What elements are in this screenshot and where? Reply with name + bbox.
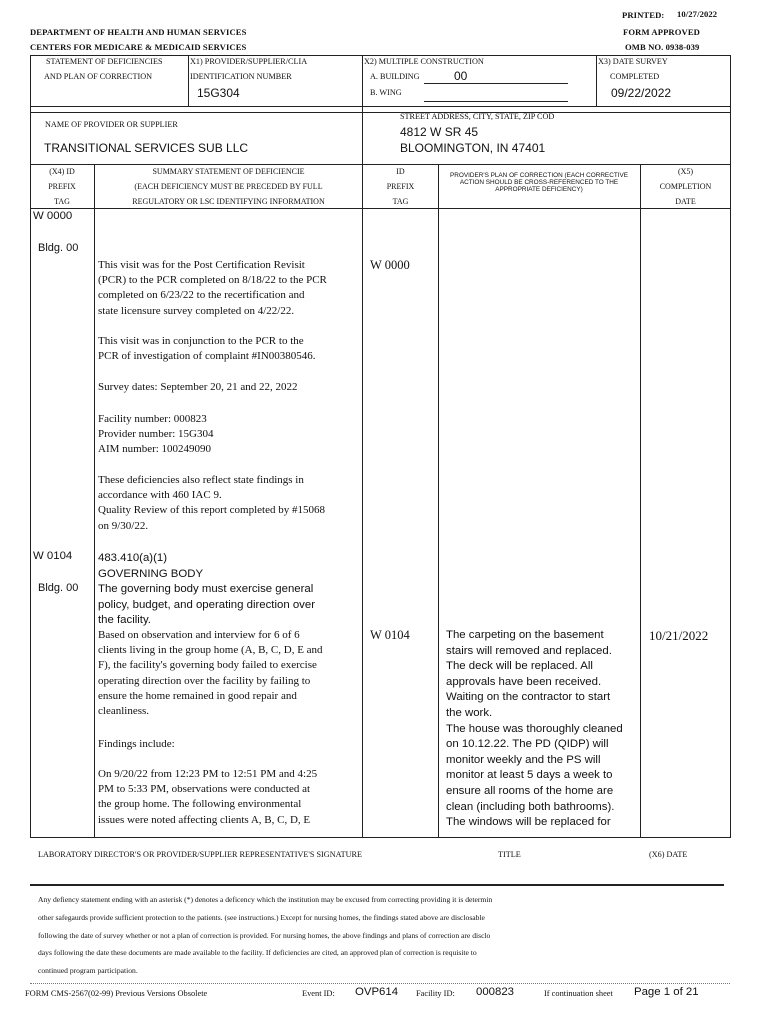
observation-paragraph: Based on observation and interview for 6 of 6 clients living in the group home (A, B, C, D, E and F), the facility's governing body failed to exercise operating direction over the facility by failing to ensure the home remained in good repair and cleanliness. — [98, 629, 323, 718]
x1-label-2: IDENTIFICATION NUMBER — [190, 72, 292, 81]
columns-header-bottom — [30, 208, 731, 209]
regulation-text: 483.410(a)(1) GOVERNING BODY The governing body must exercise general policy, budget, and operating direction over the facility. — [98, 552, 315, 627]
footer-dotted-rule — [30, 983, 730, 984]
signature-label: LABORATORY DIRECTOR'S OR PROVIDER/SUPPLIER REPRESENTATIVE'S SIGNATURE — [38, 850, 362, 859]
wing-label: B. WING — [370, 88, 402, 97]
row2-border-b — [30, 112, 731, 113]
x5-header-2: COMPLETION — [659, 182, 712, 191]
facility-id-value: 000823 — [476, 986, 515, 998]
body-bottom-border — [30, 837, 731, 838]
col-right-border — [730, 164, 731, 838]
signature-bottom-rule — [30, 884, 724, 886]
x2-label: X2) MULTIPLE CONSTRUCTION — [364, 57, 484, 66]
id-header-1: ID — [396, 167, 405, 176]
statement-label-1: STATEMENT OF DEFICIENCIES — [46, 57, 163, 66]
tag-w0104: W 0104 — [33, 550, 73, 562]
disclaimer-line-2: other safegaurds provide sufficient protection to the patients. (see instructions.) Except for nursing homes, the findings stated above are disclosable — [38, 912, 485, 922]
summary-header-2: (EACH DEFICIENCY MUST BE PRECEDED BY FULL — [134, 182, 323, 191]
top-border — [30, 55, 731, 56]
title-label: TITLE — [498, 850, 521, 859]
visit-paragraph: This visit was for the Post Certification Revisit (PCR) to the PCR completed on 8/18/22 to the PCR completed on 6/23/22 to the recertification and state licensure survey completed on 4/22/22. — [98, 259, 327, 317]
provider-name-label: NAME OF PROVIDER OR SUPPLIER — [45, 120, 178, 129]
col-x4-divider — [94, 164, 95, 838]
x5-header-1: (X5) — [677, 167, 694, 176]
observation-details-paragraph: On 9/20/22 from 12:23 PM to 12:51 PM and 4:25 PM to 5:33 PM, observations were conducted at the group home. The following environmental issues were noted affecting clients A, B, C, D, E — [98, 768, 318, 826]
x4-header-3: TAG — [54, 197, 70, 206]
department-title: DEPARTMENT OF HEALTH AND HUMAN SERVICES — [30, 27, 247, 37]
x3-divider — [596, 55, 597, 106]
address-label: STREET ADDRESS, CITY, STATE, ZIP COD — [400, 112, 555, 121]
plan-of-correction-text: The carpeting on the basement stairs will removed and replaced. The deck will be replaced. All approvals have been received. Waiting on the contractor to start the work. The house was thoroughly cleaned on 10.12.22. The PD (QIDP) will monitor weekly and the PS will monitor at least 5 days a week to ensure all rooms of the home are clean (including both bathrooms). The windows will be replaced for — [446, 629, 623, 829]
printed-date: 10/27/2022 — [677, 9, 718, 19]
disclaimer-line-3: following the date of survey whether or not a plan of correction is provided. For nursing homes, the above findings and plans of correction are disclo — [38, 930, 491, 940]
summary-header-1: SUMMARY STATEMENT OF DEFICIENCIE — [152, 167, 305, 176]
x5-header-3: DATE — [675, 197, 696, 206]
findings-include: Findings include: — [98, 738, 175, 750]
col-left-border — [30, 164, 31, 838]
col-plan-divider — [640, 164, 641, 838]
form-approved: FORM APPROVED — [623, 27, 700, 37]
summary-header-3: REGULATORY OR LSC IDENTIFYING INFORMATION — [132, 197, 325, 206]
id-tag-w0000: W 0000 — [370, 258, 410, 272]
page-number: Page 1 of 21 — [634, 986, 699, 998]
disclaimer-line-1: Any defiency statement ending with an asterisk (*) denotes a deficency which the institution may be excused from correcting providing it is determin — [38, 895, 493, 904]
x3-label-1: X3) DATE SURVEY — [598, 57, 668, 66]
plan-of-correction-header: PROVIDER'S PLAN OF CORRECTION (EACH CORRECTIVE ACTION SHOULD BE CROSS-REFERENCED TO THE APPROPRIATE DEFICIENCY) — [449, 172, 629, 193]
centers-title: CENTERS FOR MEDICARE & MEDICAID SERVICES — [30, 42, 247, 52]
building-underline — [424, 83, 568, 84]
building-label: A. BUILDING — [370, 72, 420, 81]
id-tag-w0104: W 0104 — [370, 628, 410, 642]
provider-number-value: 15G304 — [197, 86, 240, 100]
col-id-divider — [438, 164, 439, 838]
disclaimer-line-5: continued program participation. — [38, 966, 138, 976]
address-line-2: BLOOMINGTON, IN 47401 — [400, 141, 546, 155]
id-header-3: TAG — [392, 197, 409, 206]
form-number: FORM CMS-2567(02-99) Previous Versions Obsolete — [25, 989, 208, 998]
tag-w0000: W 0000 — [33, 210, 73, 222]
col-summary-divider — [362, 164, 363, 838]
columns-top — [30, 164, 731, 165]
disclaimer-line-4: days following the date these documents are made available to the facility. If deficiencies are cited, an approved plan of correction is requisite to — [38, 948, 477, 958]
left-border-mid — [30, 112, 31, 164]
x4-header-2: PREFIX — [48, 182, 76, 191]
conjunction-paragraph: This visit was in conjunction to the PCR to the PCR of investigation of complaint #IN00380546. — [98, 335, 316, 363]
bldg-label-1: Bldg. 00 — [38, 242, 79, 254]
x6-date-label: (X6) DATE — [649, 850, 688, 859]
building-value: 00 — [454, 69, 468, 83]
bldg-label-2: Bldg. 00 — [38, 582, 79, 594]
right-border-mid — [730, 112, 731, 164]
disclaimer-block — [38, 891, 728, 980]
x1-label-1: X1) PROVIDER/SUPPLIER/CLIA — [190, 57, 308, 66]
continuation-label: If continuation sheet — [544, 989, 613, 998]
survey-dates-paragraph: Survey dates: September 20, 21 and 22, 2022 — [98, 381, 298, 393]
event-id-label: Event ID: — [302, 989, 335, 998]
left-border-top — [30, 55, 31, 112]
x3-label-2: COMPLETED — [610, 72, 660, 81]
printed-label: PRINTED: — [622, 10, 665, 20]
facility-id-label: Facility ID: — [416, 989, 455, 998]
statement-label-2: AND PLAN OF CORRECTION — [44, 72, 153, 81]
x4-header-1: (X4) ID — [49, 167, 75, 176]
x2-divider — [362, 55, 363, 164]
event-id-value: OVP614 — [355, 986, 399, 998]
right-border-top — [730, 55, 731, 112]
survey-date-value: 09/22/2022 — [611, 86, 672, 100]
facility-numbers-paragraph: Facility number: 000823 Provider number: 15G304 AIM number: 100249090 — [98, 413, 214, 456]
deficiencies-paragraph: These deficiencies also reflect state findings in accordance with 460 IAC 9. Quality Review of this report completed by #15068 on 9/30/22. — [98, 474, 325, 532]
id-header-2: PREFIX — [386, 182, 415, 191]
omb-number: OMB NO. 0938-039 — [625, 42, 700, 52]
wing-underline — [424, 101, 568, 102]
address-line-1: 4812 W SR 45 — [400, 125, 479, 139]
completion-date: 10/21/2022 — [649, 628, 709, 643]
provider-name-value: TRANSITIONAL SERVICES SUB LLC — [44, 141, 249, 155]
row2-border — [30, 106, 731, 107]
x1-divider — [188, 55, 189, 106]
